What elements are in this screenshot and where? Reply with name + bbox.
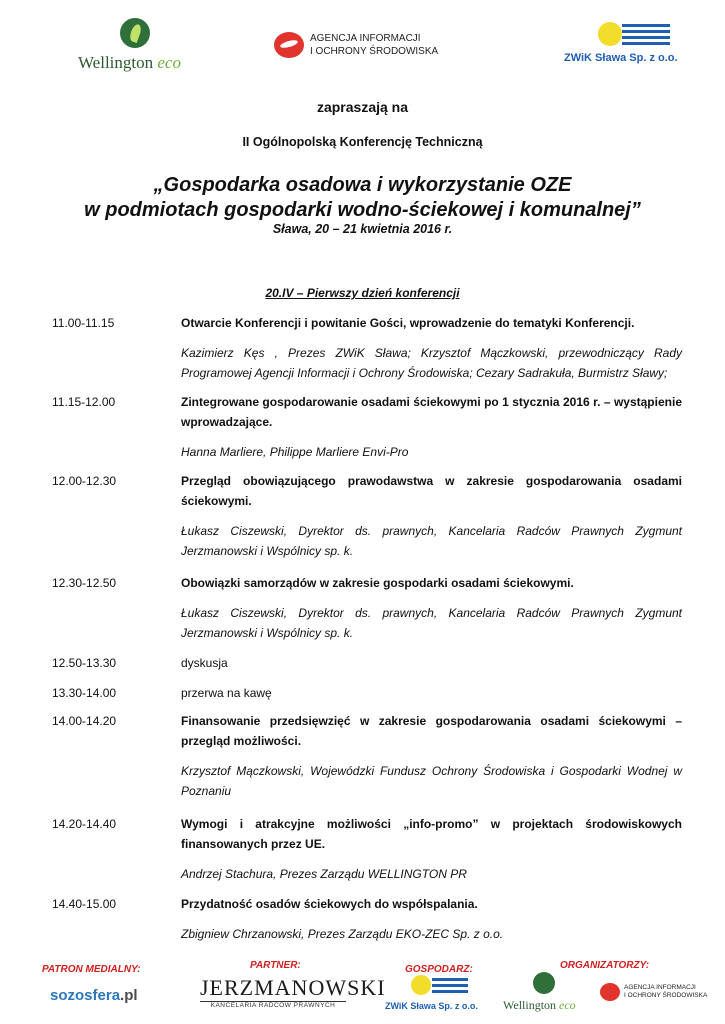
sozosfera-part1: sozo: [50, 987, 85, 1004]
program-time: 14.00-14.20: [52, 714, 117, 728]
program-topic: Przegląd obowiązującego prawodawstwa w zakresie gospodarowania osadami ściekowymi.: [181, 474, 682, 508]
zwik-logo-name: ZWiK Sława Sp. z o.o.: [564, 52, 678, 64]
agencja-footer-line1: AGENCJA INFORMACJI: [624, 984, 696, 991]
conference-title-line1: „Gospodarka osadowa i wykorzystanie OZE: [153, 174, 572, 196]
jerzmanowski-name: JERZMANOWSKI: [200, 975, 386, 1000]
program-time: 11.15-12.00: [52, 395, 116, 409]
program-item: [52, 392, 682, 471]
program-time: 14.20-14.40: [52, 817, 117, 831]
program-topic: Przydatność osadów ściekowych do współspalania.: [181, 897, 478, 911]
wellington-logo-name: Wellington: [78, 53, 154, 72]
program-speaker: Zbigniew Chrzanowski, Prezes Zarządu EKO-ZEC Sp. z o.o.: [181, 927, 504, 941]
zwik-footer-logo: [385, 975, 485, 1015]
program-item: [52, 894, 682, 944]
program-text: przerwa na kawę: [181, 686, 272, 700]
zwik-footer-name: ZWiK Sława Sp. z o.o.: [385, 1001, 478, 1011]
host-label: GOSPODARZ:: [405, 964, 473, 975]
sozosfera-part2: sfera: [84, 987, 121, 1004]
agencja-logo: [274, 30, 464, 70]
program-time: 13.30-14.00: [52, 686, 117, 700]
bird-icon: [274, 32, 304, 58]
bird-icon: [600, 983, 620, 1001]
zwik-logo: [564, 20, 694, 70]
wellington-footer-logo: [503, 972, 593, 1016]
program-time: 14.40-15.00: [52, 897, 117, 911]
agencja-footer-line2: I OCHRONY ŚRODOWISKA: [624, 992, 708, 999]
wellington-logo-eco: eco: [157, 53, 181, 72]
agencja-footer-logo: [600, 983, 710, 1007]
program-topic: Obowiązki samorządów w zakresie gospodarki osadami ściekowymi.: [181, 576, 574, 590]
wellington-eco-logo: [78, 18, 198, 74]
partner-label: PARTNER:: [250, 960, 301, 971]
jerzmanowski-logo: [200, 975, 386, 1009]
program-topic: Zintegrowane gospodarowanie osadami ściekowymi po 1 stycznia 2016 r. – wystąpienie wprowadzające.: [181, 395, 682, 429]
program-topic: Finansowanie przedsięwzięć w zakresie gospodarowania osadami ściekowymi – przegląd możliwości.: [181, 714, 682, 748]
program-speaker: Łukasz Ciszewski, Dyrektor ds. prawnych, Kancelaria Radców Prawnych Zygmunt Jerzmanowski i Wspólnicy sp. k.: [181, 524, 682, 558]
program-speaker: Krzysztof Mączkowski, Wojewódzki Fundusz Ochrony Środowiska i Gospodarki Wodnej w Poznaniu: [181, 764, 682, 798]
sozosfera-logo: [50, 987, 138, 1004]
program-topic: Otwarcie Konferencji i powitanie Gości, wprowadzenie do tematyki Konferencji.: [181, 316, 635, 330]
organizers-label: ORGANIZATORZY:: [560, 960, 650, 971]
program-item: [52, 313, 682, 380]
program-item: [52, 653, 682, 683]
wellington-footer-name: Wellington: [503, 998, 557, 1012]
sozosfera-part3: .pl: [120, 987, 138, 1004]
sun-icon: [411, 975, 431, 995]
program-text: dyskusja: [181, 656, 228, 670]
program-item: [52, 471, 682, 573]
program-topic: Wymogi i atrakcyjne możliwości „info-promo” w projektach środowiskowych finansowanych przez UE.: [181, 817, 682, 851]
conference-title-line2: w podmiotach gospodarki wodno-ściekowej i komunalnej”: [84, 199, 641, 221]
wellington-footer-eco: eco: [559, 998, 576, 1012]
program-item: [52, 573, 682, 653]
invite-text: zapraszają na: [316, 99, 409, 115]
place-date: Sława, 20 – 21 kwietnia 2016 r.: [272, 222, 453, 236]
program-speaker: Łukasz Ciszewski, Dyrektor ds. prawnych, Kancelaria Radców Prawnych Zygmunt Jerzmanowski i Wspólnicy sp. k.: [181, 606, 682, 640]
conference-name: II Ogólnopolską Konferencję Techniczną: [242, 135, 483, 149]
program-speaker: Andrzej Stachura, Prezes Zarządu WELLINGTON PR: [181, 867, 467, 881]
program-time: 12.00-12.30: [52, 474, 117, 488]
water-waves-icon: [622, 24, 670, 46]
patron-label: PATRON MEDIALNY:: [42, 964, 141, 975]
jerzmanowski-subtitle: KANCELARIA RADCÓW PRAWNYCH: [200, 1001, 346, 1009]
program-speaker: Kazimierz Kęs , Prezes ZWiK Sława; Krzysztof Mączkowski, przewodniczący Rady Programowej Agencji Informacji i Ochrony Środowiska; Cezary Sadrakuła, Burmistrz Sławy;: [181, 346, 682, 380]
sun-icon: [596, 20, 624, 48]
agencja-line1: AGENCJA INFORMACJI: [310, 33, 421, 44]
program-item: [52, 683, 682, 711]
program-item: [52, 814, 682, 894]
program-list: [52, 313, 682, 944]
program-time: 12.30-12.50: [52, 576, 117, 590]
day-heading: 20.IV – Pierwszy dzień konferencji: [265, 286, 460, 300]
program-speaker: Hanna Marliere, Philippe Marliere Envi-Pro: [181, 445, 409, 459]
wellington-emblem-icon: [533, 972, 555, 994]
agencja-line2: I OCHRONY ŚRODOWISKA: [310, 46, 439, 57]
program-time: 12.50-13.30: [52, 656, 117, 670]
program-item: [52, 711, 682, 814]
water-waves-icon: [432, 978, 468, 996]
program-time: 11.00-11.15: [52, 316, 115, 330]
